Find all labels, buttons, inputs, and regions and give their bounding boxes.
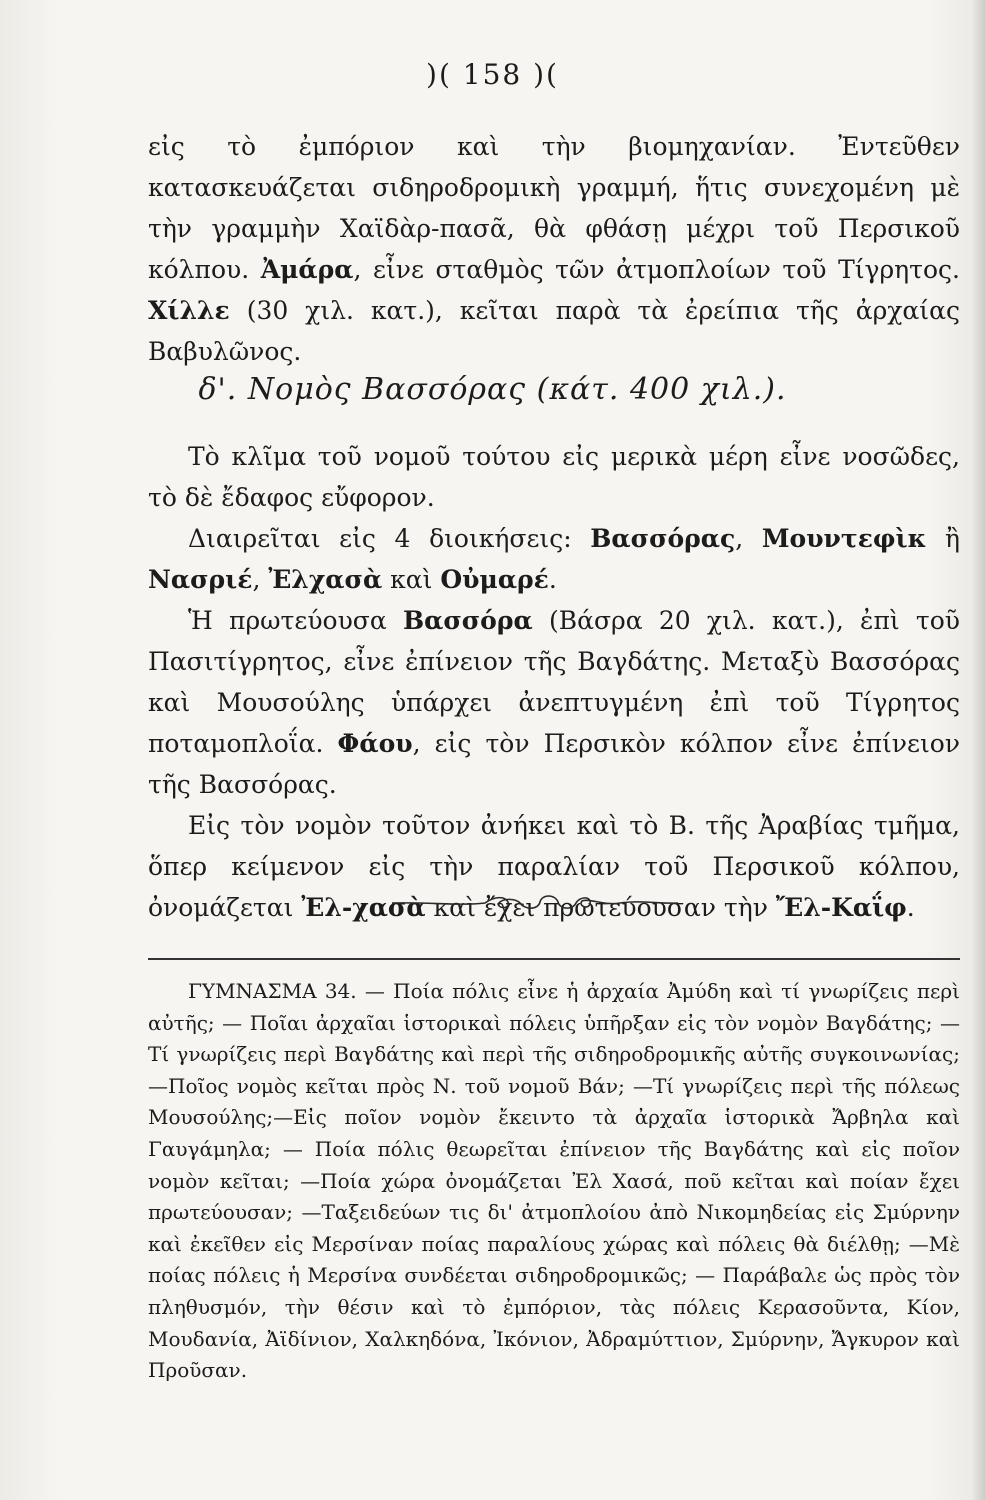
text: (Βάσρα 20 χιλ. κατ.), ἐπὶ τοῦ Πασιτίγρητος, εἶνε ἐπίνειον τῆς Βαγδάτης. Μεταξὺ Βασσόρας καὶ Μουσούλης ὑπάρχει ἀνεπτυγμένη ἐπὶ τοῦ Τίγρητος ποταμοπλοΐα. (148, 606, 960, 758)
paragraph-climate: Τὸ κλῖμα τοῦ νομοῦ τούτου εἰς μερικὰ μέρη εἶνε νοσῶδες, τὸ δὲ ἔδαφος εὔφορον. (148, 442, 960, 512)
page-edge-shadow (971, 0, 985, 1500)
text: Ἡ πρωτεύουσα (188, 606, 403, 635)
text: Εἰς τὸν νομὸν τοῦτον ἀνήκει καὶ τὸ Β. τῆς Ἀραβίας τμῆμα, ὅπερ κείμενον εἰς τὴν παραλίαν τοῦ Περσικοῦ κόλπου, ὀνομάζεται (148, 811, 960, 922)
region-name: Ἐλ-χασὰ (301, 893, 426, 922)
paragraph-divisions (148, 518, 960, 600)
division-name: Νασριέ (148, 565, 253, 594)
exercise-text: ΓΥΜΝΑΣΜΑ 34. — Ποία πόλις εἶνε ἡ ἀρχαία Ἀμύδη καὶ τί γνωρίζεις περὶ αὐτῆς; — Ποῖαι ἀρχαῖαι ἱστορικαὶ πόλεις ὑπῆρξαν εἰς τὸν νομὸν Βαγδάτης; — Τί γνωρίζεις περὶ Βαγδάτης καὶ περὶ τῆς σιδηροδρομικῆς αὐτῆς συγκοινωνίας;—Ποῖος νομὸς κεῖται πρὸς Ν. τοῦ νομοῦ Βάν; —Τί γνωρίζεις περὶ τῆς πόλεως Μουσούλης;—Εἰς ποῖον νομὸν ἔκειντο τὰ ἀρχαῖα ἱστορικὰ Ἄρβηλα καὶ Γαυγάμηλα; — Ποία πόλις θεωρεῖται ἐπίνειον τῆς Βαγδάτης καὶ εἰς ποῖον νομὸν κεῖται; —Ποία χώρα ὀνομάζεται Ἐλ Χασά, ποῦ κεῖται καὶ ποίαν ἔχει πρωτεύουσαν; —Ταξειδεύων τις δι' ἀτμοπλοίου ἀπὸ Νικομηδείας εἰς Σμύρνην καὶ ἐκεῖθεν εἰς Μερσίναν ποίας παραλίους χώρας καὶ πόλεις θὰ διέλθῃ; —Μὲ ποίας πόλεις ἡ Μερσίνα συνδέεται σιδηροδρομικῶς; — Παράβαλε ὡς πρὸς τὸν πληθυσμόν, τὴν θέσιν καὶ τὸ ἐμπόριον, τὰς πόλεις Κερασοῦντα, Κίον, Μουδανία, Ἀϊδίνιον, Χαλκηδόνα, Ἰκόνιον, Ἀδραμύττιον, Σμύρνην, Ἄγκυρον καὶ Προῦσαν. (148, 979, 960, 1383)
city-name: Ἔλ-Καΐφ (775, 893, 907, 922)
text: καὶ (382, 565, 441, 594)
city-name: Φάου (337, 729, 413, 758)
division-name: Βασσόρας (590, 524, 736, 553)
division-name: Ἐλχασὰ (268, 565, 383, 594)
city-name: Βασσόρα (402, 606, 533, 635)
text: εἰς τὸ ἐμπόριον καὶ τὴν βιομηχανίαν. Ἐντεῦθεν κατασκευάζεται σιδηροδρομικὴ γραμμή, ἥτις συνεχομένη μὲ τὴν γραμμὴν Χαϊδὰρ-πασᾶ, θὰ φθάσῃ μέχρι τοῦ Περσικοῦ κόλπου. (148, 132, 960, 284)
text: , εἶνε σταθμὸς τῶν ἀτμοπλοίων τοῦ Τίγρητος. (353, 255, 960, 284)
text: , (735, 524, 762, 553)
division-name: Οὐμαρέ (440, 565, 549, 594)
place-amara: Ἀμάρα (260, 255, 354, 284)
section-body (148, 436, 960, 928)
text: καὶ ἔχει πρωτεύουσαν τὴν (425, 893, 776, 922)
text: , (252, 565, 269, 594)
text: , εἰς τὸν Περσικὸν κόλπον εἶνε ἐπίνειον τῆς Βασσόρας. (148, 729, 961, 799)
text: . (548, 565, 557, 594)
page-number: )( 158 )( (426, 58, 559, 91)
division-name: Μουντεφὶκ (761, 524, 927, 553)
footnote-divider (148, 958, 960, 960)
text: Διαιρεῖται εἰς 4 διοικήσεις: (188, 524, 591, 553)
top-paragraph (148, 126, 960, 372)
decorative-ornament (390, 888, 680, 918)
section-heading: δ'. Νομὸς Βασσόρας (κάτ. 400 χιλ.). (198, 372, 787, 407)
text: ἢ (926, 524, 960, 553)
text: (30 χιλ. κατ.), κεῖται παρὰ τὰ ἐρείπια τῆς ἀρχαίας Βαβυλῶνος. (148, 296, 960, 366)
text: . (906, 893, 915, 922)
place-hille: Χίλλε (148, 296, 230, 325)
paragraph-capital (148, 600, 960, 805)
